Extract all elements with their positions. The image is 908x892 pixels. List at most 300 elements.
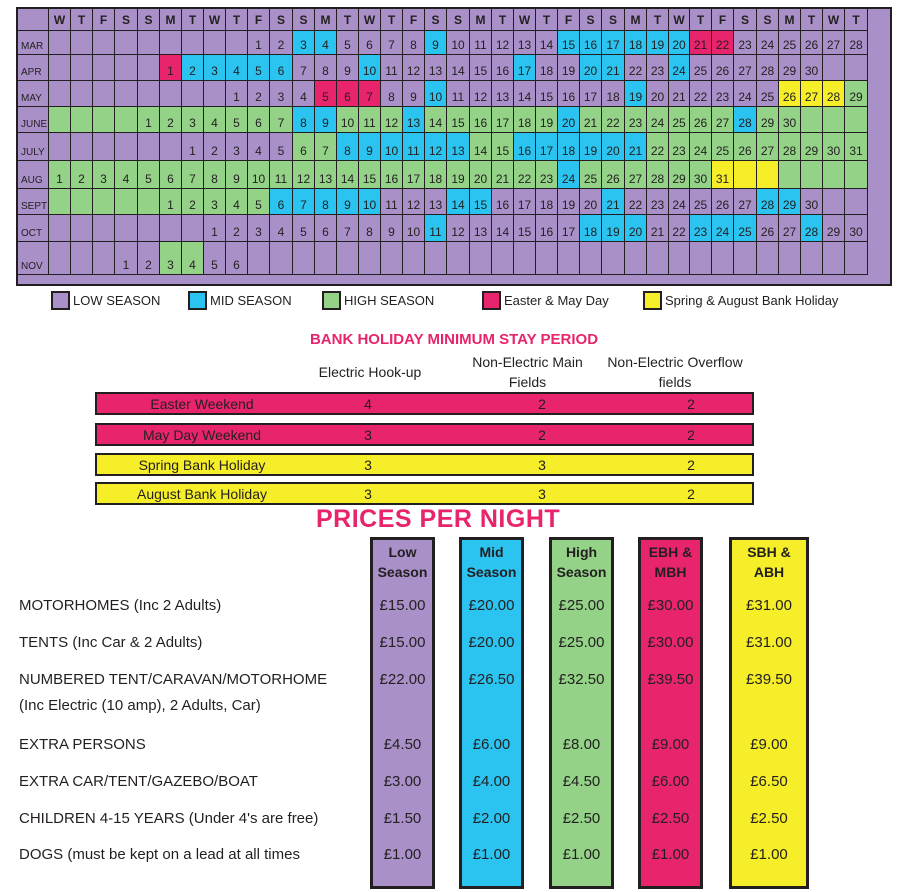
heading-line: EBH & <box>648 544 693 560</box>
calendar-day: 30 <box>801 189 823 215</box>
calendar-day: 7 <box>381 31 403 55</box>
calendar-day: 19 <box>536 107 558 133</box>
calendar-day <box>845 55 868 81</box>
calendar-day: 13 <box>425 189 447 215</box>
calendar-day: 8 <box>315 55 337 81</box>
calendar-day <box>115 133 138 161</box>
calendar-day <box>757 161 779 189</box>
calendar-day: 23 <box>647 189 669 215</box>
day-header: M <box>470 9 492 31</box>
calendar-day: 18 <box>536 189 558 215</box>
calendar-day: 13 <box>447 133 470 161</box>
calendar-day: 23 <box>690 215 712 242</box>
price-column-heading <box>462 542 521 582</box>
price-value: £1.00 <box>651 846 690 863</box>
calendar-day: 28 <box>757 189 779 215</box>
calendar-day: 14 <box>470 133 492 161</box>
stay-overflow-value: 2 <box>687 427 695 443</box>
calendar-day: 26 <box>779 81 801 107</box>
calendar-day: 22 <box>625 189 647 215</box>
calendar-day: 16 <box>536 215 558 242</box>
calendar-day: 21 <box>580 107 602 133</box>
calendar-day: 20 <box>625 215 647 242</box>
price-value: £4.00 <box>472 773 511 790</box>
price-column-heading <box>641 542 700 582</box>
season-calendar <box>16 7 892 286</box>
calendar-day: 18 <box>625 31 647 55</box>
calendar-day: 23 <box>536 161 558 189</box>
calendar-day <box>93 81 115 107</box>
day-header: S <box>425 9 447 31</box>
calendar-day <box>823 55 845 81</box>
day-header: W <box>514 9 536 31</box>
calendar-day <box>536 242 558 275</box>
price-value: £31.00 <box>746 597 792 614</box>
calendar-day: 31 <box>845 133 868 161</box>
stay-row-name: Easter Weekend <box>150 396 254 412</box>
price-row-label: DOGS (must be kept on a lead at all times <box>19 846 300 863</box>
calendar-day <box>93 189 115 215</box>
calendar-day: 18 <box>602 81 625 107</box>
calendar-day: 24 <box>647 107 669 133</box>
day-header: T <box>226 9 248 31</box>
day-header: T <box>492 9 514 31</box>
calendar-day: 9 <box>425 31 447 55</box>
calendar-day <box>138 31 160 55</box>
bank-holiday-title: BANK HOLIDAY MINIMUM STAY PERIOD <box>309 331 599 348</box>
calendar-day: 8 <box>359 215 381 242</box>
calendar-day: 20 <box>470 161 492 189</box>
calendar-day: 19 <box>580 133 602 161</box>
calendar-day: 2 <box>160 107 182 133</box>
calendar-day: 11 <box>447 81 470 107</box>
price-value: £9.00 <box>651 736 690 753</box>
stay-overflow-value: 2 <box>687 396 695 412</box>
calendar-day <box>115 31 138 55</box>
calendar-day: 23 <box>625 107 647 133</box>
calendar-day: 28 <box>823 81 845 107</box>
calendar-day: 6 <box>270 55 293 81</box>
calendar-day <box>115 81 138 107</box>
calendar-day: 29 <box>801 133 823 161</box>
legend-label: Spring & August Bank Holiday <box>665 292 839 308</box>
calendar-day: 14 <box>492 215 514 242</box>
calendar-day: 6 <box>270 189 293 215</box>
calendar-day <box>801 161 823 189</box>
calendar-day <box>49 215 71 242</box>
price-column-mid <box>459 537 524 889</box>
calendar-day: 28 <box>647 161 669 189</box>
day-header: F <box>712 9 734 31</box>
calendar-day: 24 <box>558 161 580 189</box>
calendar-day <box>93 31 115 55</box>
day-header: W <box>823 9 845 31</box>
calendar-day: 14 <box>337 161 359 189</box>
calendar-day: 24 <box>757 31 779 55</box>
calendar-day <box>425 242 447 275</box>
calendar-day: 25 <box>580 161 602 189</box>
calendar-day: 18 <box>536 55 558 81</box>
day-header: S <box>270 9 293 31</box>
stay-overflow-value: 2 <box>687 457 695 473</box>
stay-electric-value: 3 <box>364 457 372 473</box>
calendar-day: 1 <box>49 161 71 189</box>
calendar-day: 27 <box>801 81 823 107</box>
day-header: M <box>779 9 801 31</box>
calendar-day: 23 <box>647 55 669 81</box>
calendar-day: 3 <box>248 215 270 242</box>
calendar-day: 13 <box>492 81 514 107</box>
calendar-day: 21 <box>690 31 712 55</box>
price-column-bank <box>729 537 809 889</box>
price-value: £2.50 <box>562 810 601 827</box>
stay-main-value: 3 <box>538 457 546 473</box>
calendar-day: 1 <box>160 189 182 215</box>
calendar-day: 6 <box>315 215 337 242</box>
calendar-day: 3 <box>93 161 115 189</box>
calendar-day: 21 <box>625 133 647 161</box>
calendar-day: 18 <box>514 107 536 133</box>
calendar-day <box>403 242 425 275</box>
price-value: £25.00 <box>558 634 605 651</box>
calendar-day: 14 <box>514 81 536 107</box>
calendar-day <box>182 215 204 242</box>
calendar-day: 14 <box>536 31 558 55</box>
calendar-day: 30 <box>801 55 823 81</box>
calendar-day: 10 <box>248 161 270 189</box>
calendar-day: 20 <box>602 133 625 161</box>
day-header: T <box>647 9 669 31</box>
legend-item-bank <box>643 290 838 310</box>
calendar-day: 15 <box>492 133 514 161</box>
calendar-day: 24 <box>669 189 690 215</box>
calendar-day: 1 <box>204 215 226 242</box>
calendar-day <box>580 242 602 275</box>
price-row-label: MOTORHOMES (Inc 2 Adults) <box>19 597 222 614</box>
calendar-day: 13 <box>403 107 425 133</box>
calendar-day <box>182 81 204 107</box>
price-value: £1.00 <box>383 846 422 863</box>
calendar-day <box>71 81 93 107</box>
calendar-day: 6 <box>248 107 270 133</box>
calendar-day: 4 <box>293 81 315 107</box>
day-header: T <box>801 9 823 31</box>
calendar-day: 25 <box>690 55 712 81</box>
legend-label: MID SEASON <box>210 292 292 308</box>
calendar-day: 1 <box>182 133 204 161</box>
calendar-day <box>115 189 138 215</box>
calendar-day: 16 <box>381 161 403 189</box>
calendar-day: 9 <box>337 189 359 215</box>
heading-line: SBH & <box>747 544 791 560</box>
price-value: £39.50 <box>647 671 694 688</box>
calendar-day: 13 <box>425 55 447 81</box>
stay-electric-value: 4 <box>364 396 372 412</box>
calendar-day <box>757 242 779 275</box>
calendar-day <box>470 242 492 275</box>
calendar-day: 24 <box>712 215 734 242</box>
calendar-day: 3 <box>226 133 248 161</box>
calendar-day: 26 <box>734 133 757 161</box>
calendar-day <box>625 242 647 275</box>
price-value: £26.50 <box>468 671 515 688</box>
day-header: W <box>359 9 381 31</box>
calendar-day: 19 <box>447 161 470 189</box>
calendar-day <box>138 189 160 215</box>
calendar-day: 16 <box>558 81 580 107</box>
calendar-day: 15 <box>447 107 470 133</box>
calendar-day: 15 <box>359 161 381 189</box>
calendar-day: 27 <box>734 189 757 215</box>
price-value: £39.50 <box>746 671 792 688</box>
calendar-day: 20 <box>580 55 602 81</box>
calendar-day: 12 <box>447 215 470 242</box>
calendar-day: 16 <box>580 31 602 55</box>
calendar-day <box>801 107 823 133</box>
calendar-day: 12 <box>381 107 403 133</box>
price-value: £15.00 <box>379 634 426 651</box>
calendar-day <box>734 161 757 189</box>
calendar-day: 3 <box>293 31 315 55</box>
calendar-day <box>845 242 868 275</box>
price-value: £9.00 <box>750 736 788 753</box>
calendar-day: 5 <box>293 215 315 242</box>
calendar-day: 5 <box>226 107 248 133</box>
heading-line: Low <box>388 544 417 560</box>
prices-title: PRICES PER NIGHT <box>316 505 561 533</box>
calendar-day <box>779 161 801 189</box>
calendar-day: 27 <box>779 215 801 242</box>
price-row-label: TENTS (Inc Car & 2 Adults) <box>19 634 203 651</box>
calendar-day <box>734 242 757 275</box>
calendar-day: 25 <box>757 81 779 107</box>
calendar-day <box>845 161 868 189</box>
heading-line: Season <box>377 564 428 580</box>
legend-item-easter <box>482 290 609 310</box>
stay-electric-value: 3 <box>364 427 372 443</box>
calendar-day <box>647 242 669 275</box>
calendar-day: 19 <box>625 81 647 107</box>
calendar-day: 29 <box>845 81 868 107</box>
calendar-day: 1 <box>248 31 270 55</box>
calendar-day: 2 <box>71 161 93 189</box>
col-main-fields-heading: Non-Electric Main Fields <box>472 354 583 390</box>
calendar-day: 15 <box>470 55 492 81</box>
stay-row-name: May Day Weekend <box>142 427 261 443</box>
calendar-day: 12 <box>403 189 425 215</box>
price-value: £30.00 <box>647 634 694 651</box>
calendar-day <box>248 242 270 275</box>
calendar-day: 13 <box>315 161 337 189</box>
calendar-day: 23 <box>734 31 757 55</box>
calendar-day <box>823 189 845 215</box>
calendar-day: 11 <box>403 133 425 161</box>
calendar-day: 15 <box>536 81 558 107</box>
legend-swatch <box>188 291 207 310</box>
calendar-day: 3 <box>204 189 226 215</box>
calendar-day: 8 <box>403 31 425 55</box>
day-header: F <box>558 9 580 31</box>
day-header: S <box>602 9 625 31</box>
calendar-day <box>160 81 182 107</box>
calendar-day <box>71 215 93 242</box>
calendar-day: 9 <box>381 215 403 242</box>
calendar-day: 11 <box>425 215 447 242</box>
calendar-day: 15 <box>558 31 580 55</box>
stay-electric-value: 3 <box>364 486 372 502</box>
price-value: £6.50 <box>750 773 788 790</box>
calendar-day: 8 <box>204 161 226 189</box>
calendar-day: 20 <box>647 81 669 107</box>
month-label: JULY <box>18 133 49 161</box>
day-header: F <box>403 9 425 31</box>
price-value: £2.00 <box>472 810 511 827</box>
calendar-day: 20 <box>669 31 690 55</box>
calendar-day: 5 <box>337 31 359 55</box>
month-label: APR <box>18 55 49 81</box>
calendar-day: 10 <box>359 189 381 215</box>
calendar-day <box>71 31 93 55</box>
calendar-day: 25 <box>690 189 712 215</box>
calendar-day: 24 <box>669 55 690 81</box>
calendar-day: 2 <box>226 215 248 242</box>
calendar-day: 2 <box>182 189 204 215</box>
calendar-day: 30 <box>823 133 845 161</box>
calendar-day: 16 <box>470 107 492 133</box>
calendar-day <box>204 31 226 55</box>
calendar-day: 9 <box>315 107 337 133</box>
calendar-day: 25 <box>712 133 734 161</box>
day-header: M <box>315 9 337 31</box>
col-overflow-heading: Non-Electric Overflow fields <box>607 354 743 390</box>
calendar-day: 22 <box>690 81 712 107</box>
calendar-day <box>293 242 315 275</box>
calendar-day <box>823 242 845 275</box>
calendar-day: 15 <box>514 215 536 242</box>
day-header: S <box>138 9 160 31</box>
calendar-day <box>558 242 580 275</box>
calendar-day: 28 <box>757 55 779 81</box>
day-header: F <box>93 9 115 31</box>
calendar-day: 8 <box>381 81 403 107</box>
stay-row <box>95 453 754 476</box>
calendar-day: 5 <box>248 55 270 81</box>
col-electric-heading: Electric Hook-up <box>318 364 422 380</box>
legend-item-low <box>51 290 160 310</box>
day-header: T <box>536 9 558 31</box>
calendar-day <box>823 161 845 189</box>
calendar-day: 19 <box>602 215 625 242</box>
calendar-day: 11 <box>270 161 293 189</box>
price-value: £25.00 <box>558 597 605 614</box>
calendar-day <box>115 55 138 81</box>
calendar-day: 10 <box>381 133 403 161</box>
price-row-label: EXTRA CAR/TENT/GAZEBO/BOAT <box>19 773 258 790</box>
calendar-day: 23 <box>669 133 690 161</box>
day-header: S <box>734 9 757 31</box>
legend-swatch <box>643 291 662 310</box>
stay-main-value: 2 <box>538 396 546 412</box>
day-header: S <box>447 9 470 31</box>
heading-line: Mid <box>479 544 504 560</box>
day-header: S <box>293 9 315 31</box>
calendar-day: 9 <box>226 161 248 189</box>
calendar-day: 17 <box>558 215 580 242</box>
calendar-day: 10 <box>359 55 381 81</box>
calendar-day <box>49 107 71 133</box>
calendar-day: 26 <box>801 31 823 55</box>
calendar-day: 29 <box>779 189 801 215</box>
calendar-day: 25 <box>669 107 690 133</box>
calendar-day: 7 <box>293 55 315 81</box>
calendar-day <box>160 215 182 242</box>
calendar-day: 21 <box>492 161 514 189</box>
calendar-day: 30 <box>779 107 801 133</box>
calendar-day: 2 <box>182 55 204 81</box>
calendar-day <box>160 133 182 161</box>
calendar-day <box>71 55 93 81</box>
day-header: T <box>381 9 403 31</box>
calendar-day: 12 <box>403 55 425 81</box>
calendar-day: 14 <box>447 189 470 215</box>
price-value: £31.00 <box>746 634 792 651</box>
calendar-day: 10 <box>447 31 470 55</box>
day-header: S <box>115 9 138 31</box>
calendar-day: 29 <box>757 107 779 133</box>
calendar-day <box>93 133 115 161</box>
price-value: £30.00 <box>647 597 694 614</box>
calendar-day: 10 <box>337 107 359 133</box>
legend-label: Easter & May Day <box>504 292 609 308</box>
stay-main-value: 3 <box>538 486 546 502</box>
day-header: W <box>49 9 71 31</box>
calendar-day: 29 <box>823 215 845 242</box>
price-column-low <box>370 537 435 889</box>
calendar-day <box>712 242 734 275</box>
calendar-day: 29 <box>669 161 690 189</box>
calendar-day: 2 <box>204 133 226 161</box>
day-header: S <box>757 9 779 31</box>
month-label: AUG <box>18 161 49 189</box>
calendar-day: 24 <box>734 81 757 107</box>
calendar-day: 26 <box>757 215 779 242</box>
calendar-day: 13 <box>470 215 492 242</box>
calendar-day <box>160 31 182 55</box>
calendar-day: 22 <box>712 31 734 55</box>
calendar-day: 21 <box>602 189 625 215</box>
calendar-day: 20 <box>580 189 602 215</box>
calendar-day: 8 <box>293 107 315 133</box>
calendar-day: 29 <box>779 55 801 81</box>
calendar-day: 12 <box>470 81 492 107</box>
price-value: £32.50 <box>558 671 605 688</box>
calendar-day: 27 <box>823 31 845 55</box>
calendar-day <box>226 31 248 55</box>
stay-main-value: 2 <box>538 427 546 443</box>
calendar-day <box>204 81 226 107</box>
calendar-day: 27 <box>757 133 779 161</box>
calendar-day: 2 <box>248 81 270 107</box>
calendar-day: 17 <box>536 133 558 161</box>
calendar-day: 10 <box>403 215 425 242</box>
heading-line: MBH <box>654 564 687 580</box>
calendar-day: 1 <box>226 81 248 107</box>
calendar-day <box>49 189 71 215</box>
calendar-day: 24 <box>690 133 712 161</box>
calendar-day: 2 <box>138 242 160 275</box>
calendar-day <box>93 242 115 275</box>
calendar-day: 2 <box>270 31 293 55</box>
